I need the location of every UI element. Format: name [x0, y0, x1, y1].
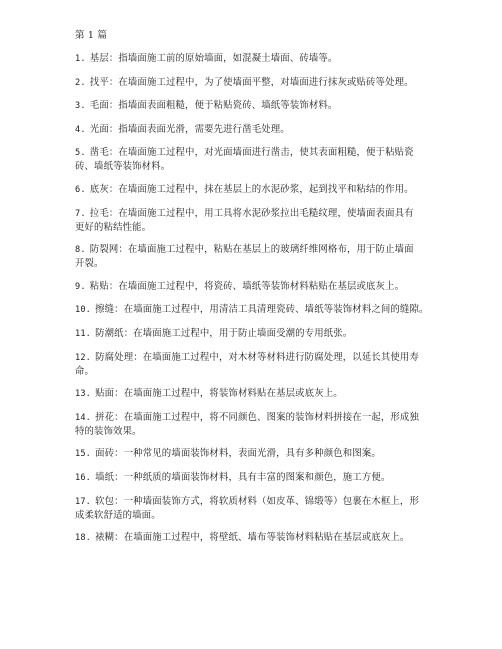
item-text: 毛面：指墙面表面粗糙，便于粘贴瓷砖、墙纸等装饰材料。 — [89, 100, 338, 112]
item-number: 3. — [75, 101, 86, 112]
item-number: 16. — [75, 472, 91, 483]
item-text: 拼花：在墙面施工过程中，将不同颜色、图案的装饰材料拼接在一起，形成独 特的装饰效果。 — [75, 411, 419, 437]
item-number: 10. — [75, 305, 91, 316]
item-number: 9. — [75, 281, 86, 292]
list-item — [75, 531, 452, 545]
item-text: 防腐处理：在墙面施工过程中，对木材等材料进行防腐处理，以延长其使用寿 命。 — [75, 351, 419, 377]
item-text: 凿毛：在墙面施工过程中，对光面墙面进行凿击，使其表面粗糙，便于粘贴瓷 砖、墙纸等装饰材料。 — [75, 147, 414, 173]
item-number: 14. — [75, 412, 91, 423]
list-item — [75, 411, 452, 438]
list-item — [75, 351, 452, 378]
item-number: 13. — [75, 389, 91, 400]
list-item — [75, 99, 452, 113]
item-number: 1. — [75, 54, 86, 64]
list-item — [75, 76, 452, 90]
item-number: 7. — [75, 208, 86, 219]
list-item — [75, 123, 452, 137]
item-text: 贴面：在墙面施工过程中，将装饰材料贴在基层或底灰上。 — [95, 388, 343, 400]
item-number: 2. — [75, 77, 86, 88]
item-text: 拉毛：在墙面施工过程中，用工具将水泥砂浆拉出毛糙纹理，使墙面表面具有 更好的粘结性能。 — [75, 207, 414, 233]
list-item — [75, 243, 452, 270]
list-item — [75, 447, 452, 461]
item-text: 擦缝：在墙面施工过程中，用清洁工具清理瓷砖、墙纸等装饰材料之间的缝隙。 — [95, 304, 429, 316]
item-number: 6. — [75, 184, 86, 195]
item-text: 面砖：一种常见的墙面装饰材料，表面光滑，具有多种颜色和图案。 — [95, 448, 381, 460]
item-text: 光面：指墙面表面光滑，需要先进行凿毛处理。 — [89, 123, 290, 135]
item-number: 5. — [75, 148, 86, 159]
item-number: 18. — [75, 533, 91, 544]
item-text: 底灰：在墙面施工过程中，抹在基层上的水泥砂浆，起到找平和粘结的作用。 — [89, 183, 414, 195]
list-item — [75, 207, 452, 234]
item-number: 17. — [75, 496, 91, 507]
list-item — [75, 327, 452, 341]
item-text: 基层：指墙面施工前的原始墙面，如混凝土墙面、砖墙等。 — [89, 53, 338, 64]
document-heading: 第 1 篇 — [75, 30, 108, 41]
item-number: 12. — [75, 352, 91, 363]
item-number: 11. — [75, 328, 91, 339]
list-item — [75, 387, 452, 401]
list-item — [75, 495, 452, 522]
item-text: 找平：在墙面施工过程中，为了使墙面平整，对墙面进行抹灰或贴砖等处理。 — [89, 76, 414, 88]
item-number: 15. — [75, 449, 91, 460]
item-text: 裱糊：在墙面施工过程中，将壁纸、墙布等装饰材料粘贴在基层或底灰上。 — [95, 532, 410, 544]
glossary-list — [73, 52, 452, 545]
list-item — [75, 183, 452, 197]
item-text: 粘贴：在墙面施工过程中，将瓷砖、墙纸等装饰材料粘贴在基层或底灰上。 — [89, 280, 405, 292]
item-text: 防裂网：在墙面施工过程中，粘贴在基层上的玻璃纤维网格布，用于防止墙面 开裂。 — [75, 244, 414, 270]
item-text: 软包：一种墙面装饰方式，将软质材料（如皮革、锦缎等）包裹在木框上，形 成柔软舒适的墙面。 — [75, 495, 419, 521]
item-number: 8. — [75, 245, 86, 256]
list-item — [75, 52, 452, 66]
list-item — [75, 471, 452, 485]
item-text: 墙纸：一种纸质的墙面装饰材料，具有丰富的图案和颜色，施工方便。 — [95, 471, 391, 483]
list-item — [75, 303, 452, 317]
item-text: 防潮纸：在墙面施工过程中，用于防止墙面受潮的专用纸张。 — [95, 327, 353, 339]
list-item — [75, 280, 452, 294]
list-item — [75, 146, 452, 173]
item-number: 4. — [75, 124, 86, 135]
